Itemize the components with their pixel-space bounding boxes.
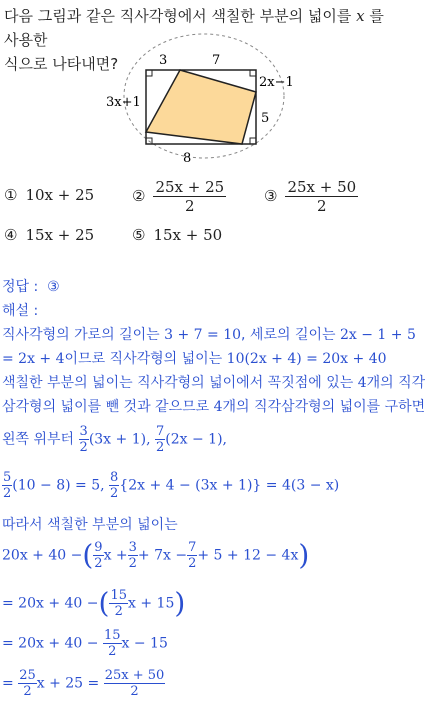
right-angle-mark — [250, 138, 256, 144]
close-paren: ) — [298, 538, 310, 572]
solution-line-8 — [2, 540, 309, 571]
label-left: 3x+1 — [106, 95, 141, 110]
fraction-den: 2 — [114, 604, 123, 619]
fraction-den: 2 — [130, 684, 139, 699]
math: x − 15 — [121, 635, 168, 652]
fraction-num: 15 — [103, 628, 121, 643]
choice-mark: ④ — [4, 226, 18, 244]
math: 2x − 1 + 5 — [339, 327, 416, 343]
fraction-den: 2 — [23, 684, 32, 699]
fraction-den: 2 — [188, 556, 197, 571]
solution-line-4 — [2, 396, 425, 416]
text: 이므로 직사각형의 넓이는 — [64, 351, 227, 367]
choice-mark: ① — [4, 186, 18, 204]
fraction-num: 5 — [3, 470, 12, 485]
fraction-den: 2 — [3, 486, 12, 501]
math: x + 15 — [128, 595, 175, 612]
math: (3x + 1), — [88, 431, 151, 448]
solution-line-6 — [2, 470, 339, 501]
fraction-den: 2 — [79, 440, 88, 455]
fraction-num: 25x + 50 — [104, 668, 165, 683]
text: 직사각형의 가로의 길이는 — [2, 327, 165, 343]
choice-mark: ② — [132, 187, 146, 205]
shaded-quadrilateral — [146, 70, 256, 144]
fraction-num: 15 — [110, 588, 128, 603]
label-right-top: 2x−1 — [259, 75, 294, 90]
answer-value: ③ — [47, 279, 60, 295]
rectangle-figure — [100, 46, 300, 166]
math: 3 + 7 = 10 — [164, 327, 242, 343]
solution-line-9 — [2, 588, 185, 619]
right-angle-mark — [250, 70, 256, 76]
solution-line-1 — [2, 324, 416, 344]
choice-2[interactable] — [132, 178, 226, 215]
math: + 7x − — [137, 547, 188, 564]
math: 4 — [357, 375, 367, 391]
fraction-den: 2 — [128, 556, 137, 571]
math: (2x − 1), — [165, 431, 227, 448]
fraction-num: 9 — [94, 540, 103, 555]
label-bottom: 8 — [183, 151, 192, 166]
math: {2x + 4 − (3x + 1)} = 4(3 − x) — [119, 477, 340, 494]
open-paren: ( — [82, 538, 94, 572]
fraction-num: 25 — [19, 668, 36, 683]
text: 왼쪽 위부터 — [2, 431, 79, 448]
math: = — [2, 675, 14, 692]
math: (10 − 8) = 5, — [12, 477, 105, 494]
math: 10(2x + 4) = 20x + 40 — [226, 351, 387, 367]
solution-line-5 — [2, 424, 227, 455]
fraction-den: 2 — [94, 556, 103, 571]
fraction-den: 2 — [110, 486, 119, 501]
right-angle-mark — [146, 70, 152, 76]
text: 개의 직각 — [366, 375, 425, 391]
question-line1-end: 를 사용한 — [4, 7, 384, 49]
choice-numerator: 25x + 25 — [155, 178, 225, 196]
solution-line-2 — [2, 348, 387, 368]
label-top-left: 3 — [159, 53, 168, 68]
choice-text: 10x + 25 — [25, 186, 95, 204]
choice-denominator: 2 — [185, 197, 195, 215]
solution-label: 해설 : — [2, 303, 39, 319]
choice-text: 15x + 50 — [153, 226, 223, 244]
answer-label: 정답 : — [2, 279, 39, 295]
fraction-num: 8 — [110, 470, 119, 485]
fraction-num: 7 — [155, 424, 165, 439]
math: = 2x + 4 — [2, 351, 65, 367]
choice-numerator: 25x + 50 — [287, 178, 357, 196]
solution-line-3 — [2, 372, 425, 392]
math: = 20x + 40 − — [2, 635, 99, 652]
text: 삼각형의 넓이를 뺀 것과 같으므로 — [2, 399, 214, 415]
fraction-den: 2 — [155, 440, 165, 455]
solution-line-7: 따라서 색칠한 부분의 넓이는 — [2, 517, 178, 533]
choice-mark: ⑤ — [132, 226, 146, 244]
close-paren: ) — [174, 586, 186, 620]
choice-denominator: 2 — [317, 197, 327, 215]
label-right-bottom: 5 — [261, 111, 270, 126]
text: 개의 직각삼각형의 넓이를 구하면 — [222, 399, 425, 415]
answer-line — [2, 276, 60, 296]
label-top-right: 7 — [212, 53, 221, 68]
open-paren: ( — [98, 586, 110, 620]
choice-1[interactable] — [4, 186, 94, 204]
fraction-num: 3 — [128, 540, 137, 555]
math: + 5 + 12 − 4x — [197, 547, 299, 564]
math: = 20x + 40 − — [2, 595, 99, 612]
text: , 세로의 길이는 — [241, 327, 340, 343]
fraction-den: 2 — [108, 644, 117, 659]
math: 20x + 40 − — [2, 547, 83, 564]
fraction-num: 3 — [79, 424, 88, 439]
choice-3[interactable] — [264, 178, 358, 215]
solution-line-11 — [2, 668, 165, 699]
choice-4[interactable] — [4, 226, 94, 244]
question-line1: 다음 그림과 같은 직사각형에서 색칠한 부분의 넓이를 — [4, 7, 357, 25]
text: 색칠한 부분의 넓이는 직사각형의 넓이에서 꼭짓점에 있는 — [2, 375, 358, 391]
choice-5[interactable] — [132, 226, 222, 244]
choice-mark: ③ — [264, 187, 278, 205]
choice-text: 15x + 25 — [25, 226, 95, 244]
solution-line-10 — [2, 628, 168, 659]
math: x + — [103, 547, 128, 564]
fraction-num: 7 — [188, 540, 197, 555]
question-variable: x — [356, 7, 365, 25]
math: 4 — [213, 399, 223, 415]
question-line2: 식으로 나타내면? — [4, 55, 119, 73]
math: x + 25 = — [36, 675, 100, 692]
